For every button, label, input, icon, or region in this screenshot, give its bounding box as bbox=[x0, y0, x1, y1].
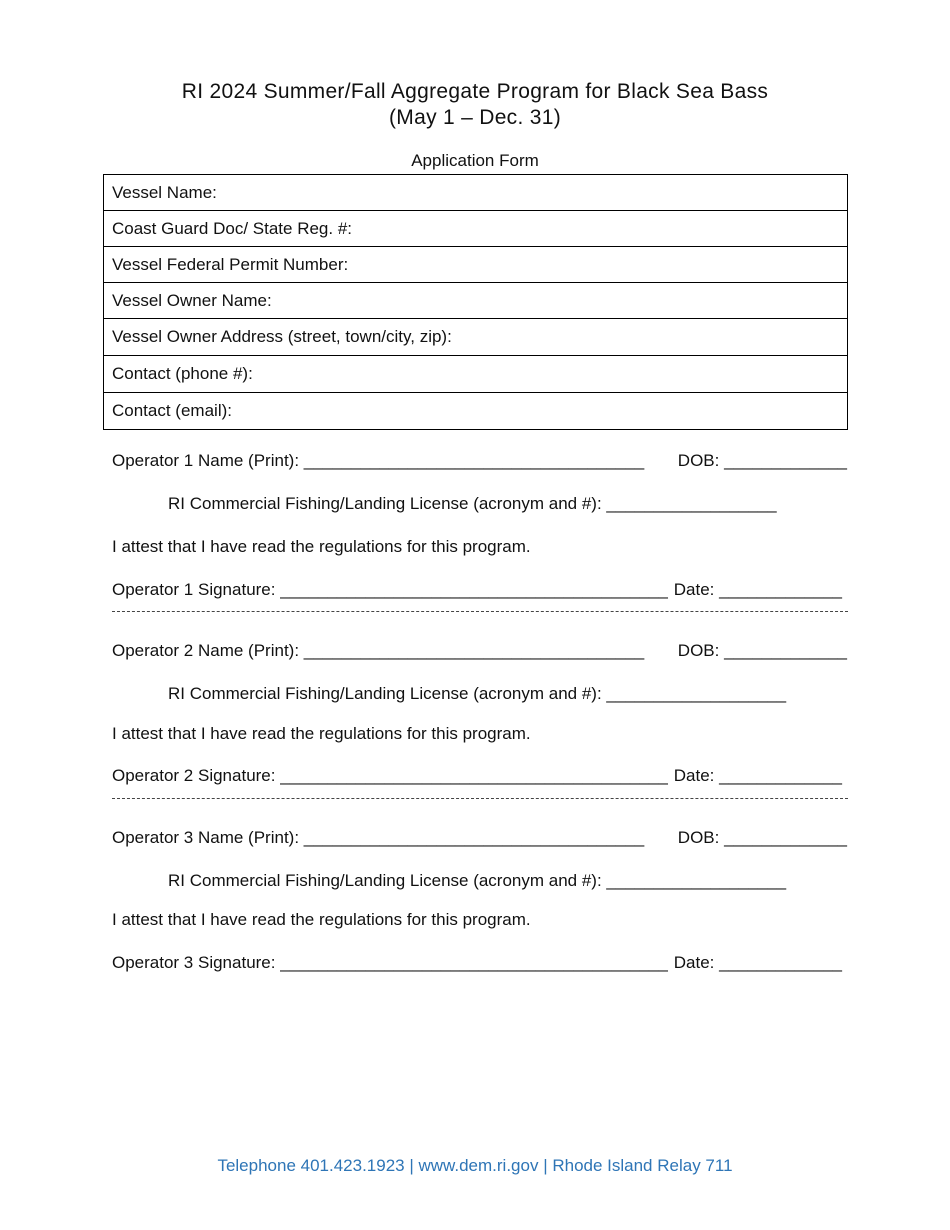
operator-1-dob-field[interactable]: DOB: _____________ bbox=[677, 451, 847, 470]
form-date-range: (May 1 – Dec. 31) bbox=[389, 106, 561, 129]
operator-2-name-field[interactable]: Operator 2 Name (Print): ____________________________________ bbox=[112, 641, 645, 660]
operator-2-license-field[interactable]: RI Commercial Fishing/Landing License (acronym and #): ___________________ bbox=[168, 684, 787, 703]
section-divider bbox=[112, 611, 848, 612]
operator-3-license-field[interactable]: RI Commercial Fishing/Landing License (acronym and #): ___________________ bbox=[168, 871, 787, 890]
vessel-info-table bbox=[103, 174, 848, 430]
federal-permit-field[interactable]: Vessel Federal Permit Number: bbox=[104, 247, 848, 283]
application-form-label: Application Form bbox=[411, 151, 539, 170]
operator-1-attest-text: I attest that I have read the regulations for this program. bbox=[112, 537, 531, 556]
operator-2-signature-field[interactable]: Operator 2 Signature: _________________________________________ bbox=[112, 766, 668, 785]
operator-1-date-field[interactable]: Date: _____________ bbox=[673, 580, 842, 599]
operator-2-attest-text: I attest that I have read the regulations for this program. bbox=[112, 724, 531, 743]
contact-email-field[interactable]: Contact (email): bbox=[104, 393, 848, 430]
section-divider bbox=[112, 798, 848, 799]
owner-name-field[interactable]: Vessel Owner Name: bbox=[104, 283, 848, 319]
operator-2-date-field[interactable]: Date: _____________ bbox=[673, 766, 842, 785]
operator-3-dob-field[interactable]: DOB: _____________ bbox=[677, 828, 847, 847]
contact-phone-field[interactable]: Contact (phone #): bbox=[104, 356, 848, 393]
form-title: RI 2024 Summer/Fall Aggregate Program for Black Sea Bass bbox=[181, 80, 769, 103]
operator-3-date-field[interactable]: Date: _____________ bbox=[673, 953, 842, 972]
operator-3-signature-field[interactable]: Operator 3 Signature: _________________________________________ bbox=[112, 953, 668, 972]
owner-address-field[interactable]: Vessel Owner Address (street, town/city, zip): bbox=[104, 319, 848, 356]
operator-1-name-field[interactable]: Operator 1 Name (Print): ____________________________________ bbox=[112, 451, 645, 470]
coast-guard-reg-field[interactable]: Coast Guard Doc/ State Reg. #: bbox=[104, 211, 848, 247]
operator-2-dob-field[interactable]: DOB: _____________ bbox=[677, 641, 847, 660]
operator-1-license-field[interactable]: RI Commercial Fishing/Landing License (acronym and #): __________________ bbox=[168, 494, 777, 513]
operator-1-signature-field[interactable]: Operator 1 Signature: _________________________________________ bbox=[112, 580, 668, 599]
operator-3-attest-text: I attest that I have read the regulations for this program. bbox=[112, 910, 531, 929]
footer-contact: Telephone 401.423.1923 | www.dem.ri.gov | Rhode Island Relay 711 bbox=[217, 1156, 733, 1175]
vessel-name-field[interactable]: Vessel Name: bbox=[104, 175, 848, 211]
operator-3-name-field[interactable]: Operator 3 Name (Print): ____________________________________ bbox=[112, 828, 645, 847]
